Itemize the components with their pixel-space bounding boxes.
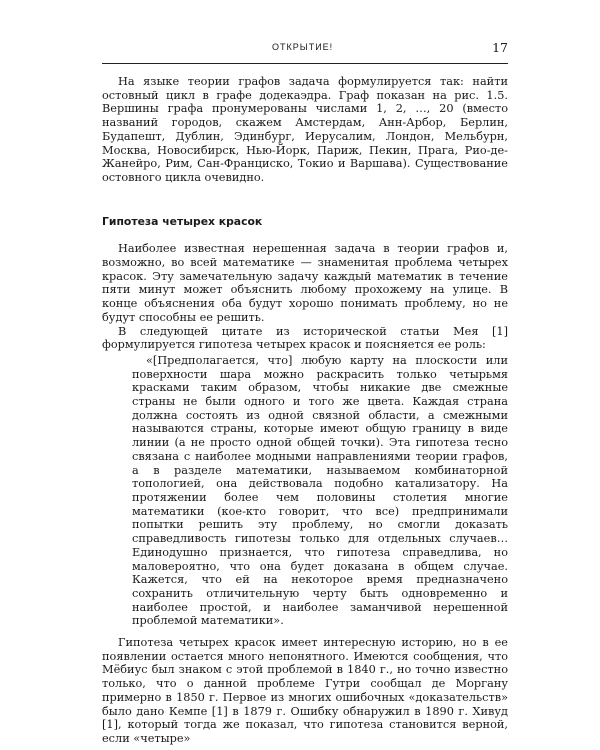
section-paragraph: В следующей цитате из исторической статьи Мея [1] формулируется гипотеза четырех красок и поясняется ее роль:: [102, 324, 508, 352]
block-quote: [132, 354, 508, 628]
page-body: [102, 75, 508, 746]
header-rule: [102, 63, 508, 64]
section-title: Гипотеза четырех красок: [102, 214, 263, 228]
intro-paragraph: На языке теории графов задача формулируется так: найти остовный цикл в графе додекаэдра. Граф показан на рис. 1.5. Вершины графа пронумерованы числами 1, 2, …, 20 (вместо названий городов, скажем Амстердам, Анн-Арбор, Берлин, Будапешт, Дублин, Эдинбург, Иерусалим, Лондон, Мельбурн, Москва, Новосибирск, Нью-Йорк, Париж, Пекин, Прага, Рио-де-Жанейро, Рим, Сан-Франциско, Токио и Варшава). Существование остовного цикла очевидно.: [102, 75, 508, 184]
section-paragraph: Наиболее известная нерешенная задача в теории графов и, возможно, во всей математике — знаменитая проблема четырех красок. Эту замечательную задачу каждый математик в течение пяти минут может объяснить любому прохожему на улице. В конце объяснения оба будут хорошо понимать проблему, но не будут способны ее решить.: [102, 242, 508, 324]
running-head: [102, 40, 508, 58]
page-number: 17: [492, 40, 508, 55]
closing-paragraph: Гипотеза четырех красок имеет интересную историю, но в ее появлении остается много непонятного. Имеются сообщения, что Мёбиус был знаком с этой проблемой в 1840 г., но точно известно только, что о данной проблеме Гутри сообщал де Моргану примерно в 1850 г. Первое из многих ошибочных «доказательств» было дано Кемпе [1] в 1879 г. Ошибку обнаружил в 1890 г. Хивуд [1], который тогда же показал, что гипотеза становится верной, если «четыре»: [102, 636, 508, 745]
running-title: ОТКРЫТИЕ!: [272, 42, 334, 52]
quote-text: «[Предполагается, что] любую карту на плоскости или поверхности шара можно раскрасить только четырьмя красками таким образом, чтобы никакие две смежные страны не были одного и того же цвета. Каждая страна должна состоять из одной связной области, а смежными называются страны, которые имеют общую границу в виде линии (а не просто одной общей точки). Эта гипотеза тесно связана с наиболее модными направлениями теории графов, а в разделе математики, называемом комбинаторной топологией, она действовала подобно катализатору. На протяжении более чем половины столетия многие математики (кое-кто говорит, что все) предпринимали попытки решить эту проблему, но смогли доказать справедливость гипотезы только для отдельных случаев… Единодушно признается, что гипотеза справедлива, но маловероятно, что она будет доказана в общем случае. Кажется, что ей на некоторое время предназначено сохранить отличительную черту быть одновременно и наиболее простой, и наиболее заманчивой нерешенной проблемой математики».: [132, 353, 508, 628]
